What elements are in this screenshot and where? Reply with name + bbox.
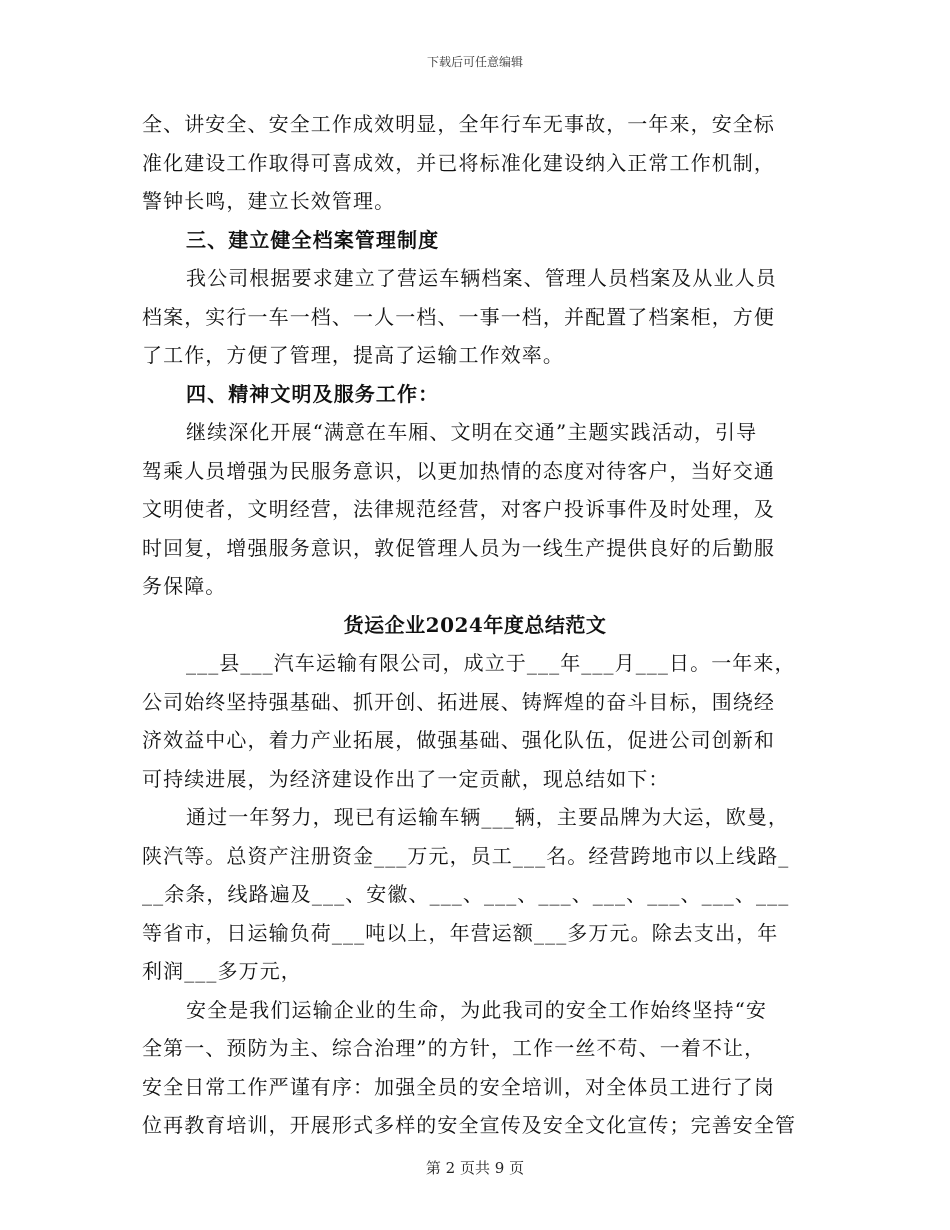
page-header: 下载后可任意编辑 xyxy=(426,55,523,69)
body-line: 全、讲安全、安全工作成效明显，全年行车无事故，一年来，安全标 xyxy=(142,112,775,136)
body-line: 位再教育培训，开展形式多样的安全宣传及安全文化宣传；完善安全管 xyxy=(142,1113,797,1137)
body-line: __余条，线路遍及___、安徽、___、___、___、___、___、___、___ xyxy=(142,882,790,906)
paragraph-first-line: ___县___汽车运输有限公司，成立于___年___月___日。一年来， xyxy=(186,651,796,675)
body-line: 可持续进展，为经济建设作出了一定贡献，现总结如下： xyxy=(142,766,670,791)
paragraph-first-line: 我公司根据要求建立了营运车辆档案、管理人员档案及从业人员 xyxy=(186,266,777,290)
body-line: 陕汽等。总资产注册资金___万元，员工___名。经营跨地市以上线路_ xyxy=(142,843,790,868)
page-footer: 第 2 页共 9 页 xyxy=(425,1159,525,1177)
body-line: 驾乘人员增强为民服务意识，以更加热情的态度对待客户，当好交通 xyxy=(142,458,775,483)
body-line: 时回复，增强服务意识，敦促管理人员为一线生产提供良好的后勤服 xyxy=(142,535,775,560)
paragraph-first-line: 通过一年努力，现已有运输车辆___辆，主要品牌为大运，欧曼， xyxy=(186,805,789,829)
body-line: 等省市，日运输负荷___吨以上，年营运额___多万元。除去支出，年 xyxy=(142,920,779,945)
body-line: 文明使者，文明经营，法律规范经营，对客户投诉事件及时处理，及 xyxy=(142,497,775,521)
body-line: 准化建设工作取得可喜成效，并已将标准化建设纳入正常工作机制， xyxy=(142,150,775,175)
body-line: 警钟长鸣，建立长效管理。 xyxy=(142,189,396,213)
body-line: 档案，实行一车一档、一人一档、一事一档，并配置了档案柜，方便 xyxy=(142,304,775,329)
body-line: 济效益中心，着力产业拓展，做强基础、强化队伍，促进公司创新和 xyxy=(142,728,775,752)
body-line: 利润___多万元， xyxy=(142,959,302,983)
body-line: 公司始终坚持强基础、抓开创、拓进展、铸辉煌的奋斗目标，围绕经 xyxy=(142,689,775,714)
body-line: 安全日常工作严谨有序：加强全员的安全培训，对全体员工进行了岗 xyxy=(142,1074,775,1099)
section-heading: 三、建立健全档案管理制度 xyxy=(186,227,440,252)
paragraph-first-line: 继续深化开展“满意在车厢、文明在交通”主题实践活动，引导 xyxy=(186,420,758,444)
document-title: 货运企业2024年度总结范文 xyxy=(343,612,607,637)
body-line: 了工作，方便了管理，提高了运输工作效率。 xyxy=(142,343,564,367)
body-line: 务保障。 xyxy=(142,574,227,598)
paragraph-first-line: 安全是我们运输企业的生命，为此我司的安全工作始终坚持“安 xyxy=(186,997,768,1022)
document-body xyxy=(142,105,808,1145)
body-line: 全第一、预防为主、综合治理”的方针，工作一丝不苟、一着不让， xyxy=(142,1036,766,1060)
section-heading: 四、精神文明及服务工作： xyxy=(186,381,440,406)
